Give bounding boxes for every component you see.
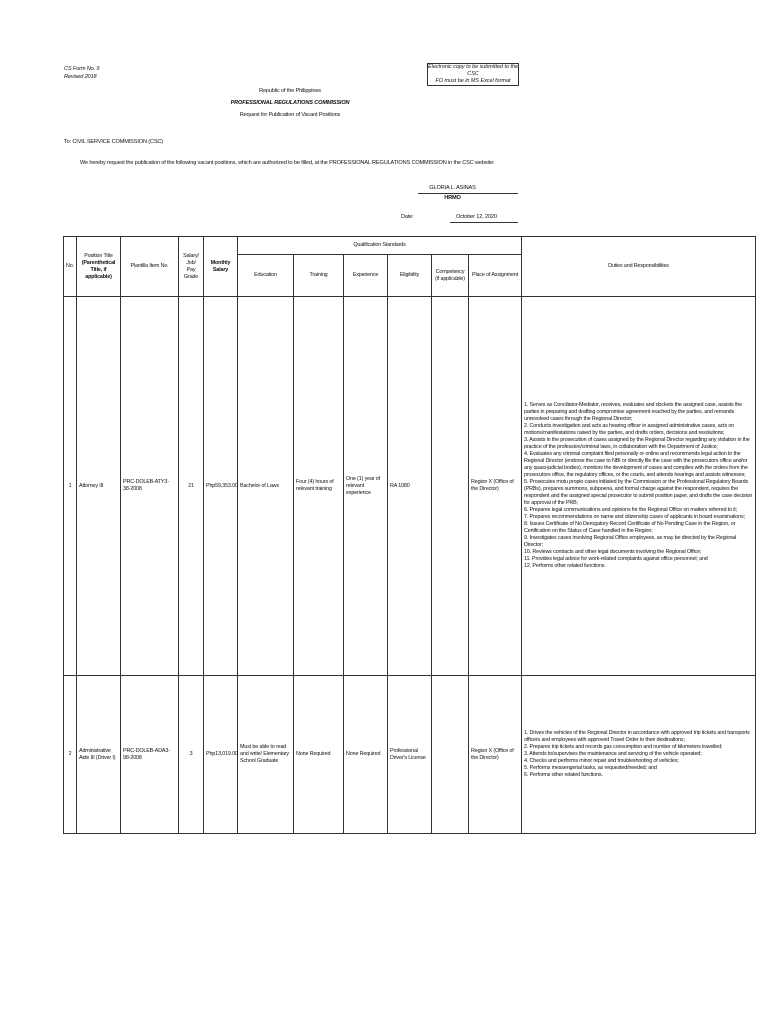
note-line-1: Electronic copy to be submitted to the CSC: [428, 64, 518, 77]
republic-heading: Republic of the Philippines: [259, 88, 321, 94]
row-training: None Required: [294, 676, 344, 834]
row-place: Region X (Office of the Director): [469, 676, 522, 834]
header-salary-grade: Salary/ Job/ Pay Grade: [179, 237, 204, 297]
row-salary: Php13,019.00: [204, 676, 238, 834]
date-line: [450, 222, 518, 223]
header-place: Place of Assignment: [469, 255, 522, 297]
row-no: 1: [64, 297, 77, 676]
duty-item: 1. Drives the vehicles of the Regional Director in accordance with approved trip tickets and transports officers and employees with approved Travel Order to their destinations;: [524, 730, 750, 743]
header-no: No.: [64, 237, 77, 297]
row-salary: Php59,353.00: [204, 297, 238, 676]
form-revision: Revised 2018: [64, 74, 97, 80]
agency-heading: PROFESSIONAL REGULATIONS COMMISSION: [230, 100, 350, 106]
duty-item: 2. Conducts investigation and acts as hearing officer in assigned administrative cases, acts on motions/manifestations raised by the parties, and drafts orders, decisions and resolutions;: [524, 423, 735, 436]
form-subtitle: Request for Publication of Vacant Positions: [239, 112, 341, 118]
row-duties: [522, 297, 756, 676]
duty-item: 5. Prosecutes motu propio cases initiated by the Commission or the Professional Regulatory Boards (PRBs), prepares summons, subpoena, and formal charge against the respondent, requires the respondent and the assigned special prosecutor to submit position paper, and drafts the case decision for approval of the PRB;: [524, 479, 753, 506]
header-qualification-standards: Qualification Standards: [238, 237, 522, 255]
duty-item: 9. Investigates cases involving Regional Office employees, as may be directed by the Regional Director;: [524, 535, 737, 548]
duty-item: 3. Attends to/supervises the maintenance and servicing of the vehicle operated;: [524, 751, 702, 757]
duty-item: 7. Prepares recommendations on name and citizenship cases of applicants in board examinations;: [524, 514, 745, 520]
duty-item: 2. Prepares trip tickets and records gas consumption and number of kilometers travelled;: [524, 744, 723, 750]
table-row: [64, 676, 756, 834]
duty-item: 6. Prepares legal communications and opinions for the Regional Office on matters referred to it;: [524, 507, 737, 513]
duty-item: 11. Provides legal advice for work-related complaints against office personnel; and: [524, 556, 708, 562]
note-line-2: FO must be in MS Excel format: [435, 78, 511, 84]
table-row: [64, 297, 756, 676]
signatory-title: HRMO: [444, 195, 461, 201]
row-competency: [432, 297, 469, 676]
row-plantilla: PRC-DOLEB-ADA3-98-2008: [121, 676, 179, 834]
header-monthly-salary: Monthly Salary: [204, 237, 238, 297]
row-eligibility: Professional Driver's License: [388, 676, 432, 834]
request-statement: We hereby request the publication of the following vacant positions, which are authorized to be filled, at the PROFESSIONAL REGULATIONS COMMISSION in the CSC website:: [80, 160, 495, 166]
row-place: Region X (Office of the Director): [469, 297, 522, 676]
duty-item: 1. Serves as Conciliator-Mediator, receives, evaluates and dockets the assigned case, assists the parties in preparing and drafting compromise agreement reached by the parties, and remands unresolved cases through the Regional Director;: [524, 402, 742, 422]
row-grade: 3: [179, 676, 204, 834]
row-eligibility: RA 1080: [388, 297, 432, 676]
form-number: CS Form No. 9: [64, 66, 100, 72]
row-plantilla: PRC-DOLEB-ATY3-38-2008: [121, 297, 179, 676]
row-grade: 21: [179, 297, 204, 676]
duty-item: 4. Evaluates any criminal complaint filed personally or online and recommends legal action to the Regional Director (endorse the case to NBI or directly file the case with the prosecutors office and/or any quasi-judicial bodies), monitors the development of cases and complies with the orders from the prosecutors office, the regulatory offices, or the courts, and attends hearings and assists witnesses;: [524, 451, 748, 478]
row-duties: [522, 676, 756, 834]
header-row-top: [64, 237, 756, 255]
duty-item: 5. Performs messengerial tasks, as requested/needed; and: [524, 765, 657, 771]
addressee: To: CIVIL SERVICE COMMISSION (CSC): [64, 139, 164, 145]
electronic-copy-note: [427, 63, 519, 86]
header-experience: Experience: [344, 255, 388, 297]
row-experience: None Required: [344, 676, 388, 834]
header-plantilla: Plantilla Item No.: [121, 237, 179, 297]
row-competency: [432, 676, 469, 834]
signatory-line: [418, 193, 518, 194]
row-position: Administrative Aide III (Driver I): [77, 676, 121, 834]
duty-item: 8. Issues Certificate of No Derogatory Record Certificate of No Pending Case in the Region, or Certification on the Status of Case handled in the Region;: [524, 521, 736, 534]
header-education: Education: [238, 255, 294, 297]
duty-item: 12. Performs other related functions.: [524, 563, 606, 569]
header-duties: Duties and Responsibilities: [522, 237, 756, 297]
row-education: Bachelor of Laws: [238, 297, 294, 676]
row-experience: One (1) year of relevant experience: [344, 297, 388, 676]
duty-item: 10. Reviews contracts and other legal documents involving the Regional Office;: [524, 549, 702, 555]
row-no: 2: [64, 676, 77, 834]
date-value: October 12, 2020: [456, 214, 497, 220]
row-position: Attorney III: [77, 297, 121, 676]
date-label: Date:: [401, 214, 414, 220]
duty-item: 3. Assists in the prosecution of cases assigned by the Regional Director regarding any violation in the practice of the profession/criminal laws, in collaboration with the Department of Justice;: [524, 437, 750, 450]
header-competency: Competency (if applicable): [432, 255, 469, 297]
header-training: Training: [294, 255, 344, 297]
signatory-name: GLORIA L. ASINAS: [429, 185, 476, 191]
header-eligibility: Eligibility: [388, 255, 432, 297]
header-position: Position Title (Parenthetical Title, if applicable): [77, 237, 121, 297]
duty-item: 4. Checks and performs minor repair and troubleshooting of vehicles;: [524, 758, 679, 764]
duty-item: 6. Performs other related functions.: [524, 772, 603, 778]
vacant-positions-table: [63, 236, 756, 834]
row-training: Four (4) hours of relevant training: [294, 297, 344, 676]
row-education: Must be able to read and write/ Elementary School Graduate: [238, 676, 294, 834]
